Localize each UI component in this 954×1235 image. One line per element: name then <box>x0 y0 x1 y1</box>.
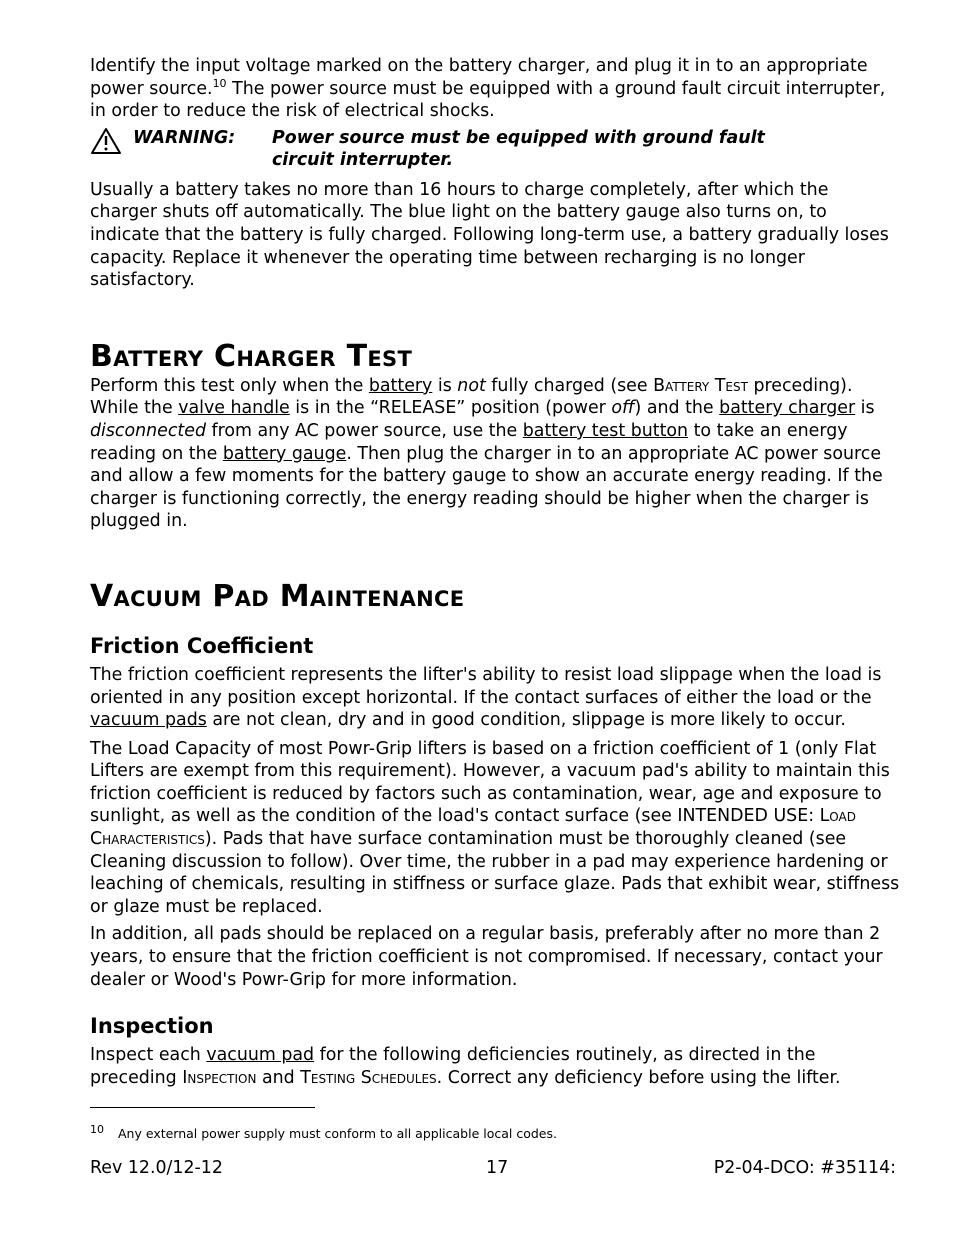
warning-box <box>90 127 900 173</box>
intro-paragraph <box>90 55 900 123</box>
warning-icon <box>90 127 122 155</box>
inspection-xref: Inspection <box>182 1067 257 1088</box>
vacuum-pads-link[interactable]: vacuum pads <box>90 710 207 731</box>
intro-text: Identify the input voltage marked on the battery charger, and plug it in to an appropriate power source. <box>90 56 868 99</box>
load-characteristics-xref: Load Characteristics <box>90 806 856 850</box>
valve-handle-link[interactable]: valve handle <box>178 398 290 419</box>
warning-text: Power source must be equipped with ground fault circuit interrupter. <box>272 127 765 171</box>
inspection-paragraph: Inspect each vacuum pad for the following deficiencies routinely, as directed in the preceding Inspection and Testing Schedules. Correct any deficiency before using the lifter. <box>90 1045 841 1088</box>
footnote-number: 10 <box>90 1123 104 1136</box>
friction-paragraph-1: The friction coefficient represents the lifter's ability to resist load slippage when the load is oriented in any position except horizontal. If the contact surfaces of either the load or the vacuum pads are not clean, dry and in good condition, slippage is more likely to occur. <box>90 664 882 731</box>
section-title-battery-charger-test: Battery Charger Test <box>90 338 413 374</box>
battery-link[interactable]: battery <box>368 375 433 396</box>
friction-paragraph-2: The Load Capacity of most Powr-Grip lifters is based on a friction coefficient of 1 (only Flat Lifters are exempt from this requirement). However, a vacuum pad's ability to maintain this friction coefficient is reduced by factors such as contamination, wear, age and exposure to sunlight, as well as the condition of the load's contact surface (see INTENDED USE: Load Characteristics). Pads that have surface contamination must be thoroughly cleaned (see Cleaning discussion to follow). Over time, the rubber in a pad may experience hardening or leaching of chemicals, resulting in stiffness or surface glaze. Pads that exhibit wear, stiffness or glaze must be replaced. <box>90 738 900 917</box>
warning-label: WARNING: <box>133 127 236 148</box>
footer-page-number: 17 <box>486 1158 509 1178</box>
page-content <box>90 55 900 1089</box>
subsection-title-inspection: Inspection <box>90 1014 214 1039</box>
section-title-vacuum-pad-maintenance: Vacuum Pad Maintenance <box>90 578 465 614</box>
footnote-ref[interactable]: 10 <box>212 76 227 90</box>
footnote-text: Any external power supply must conform to all applicable local codes. <box>118 1126 557 1141</box>
battery-test-xref: Battery Test <box>653 375 748 396</box>
footnote-divider <box>90 1107 315 1108</box>
footnote <box>90 1122 557 1142</box>
footer-document-id: P2-04-DCO: #35114: <box>713 1158 896 1178</box>
battery-test-button-link[interactable]: battery test button <box>522 420 689 441</box>
intro-text-cont: The power source must be equipped with a ground fault circuit interrupter, in order to reduce the risk of electrical shocks. <box>90 78 886 122</box>
vacuum-pad-link[interactable]: vacuum pad <box>206 1045 315 1066</box>
charge-paragraph: Usually a battery takes no more than 16 hours to charge completely, after which the charger shuts off automatically. The blue light on the battery gauge also turns on, to indicate that the battery is fully charged. Following long-term use, a battery gradually loses capacity. Replace it whenever the operating time between recharging is no longer satisfactory. <box>90 179 889 291</box>
testing-schedules-xref: Testing Schedules <box>300 1067 437 1088</box>
charger-test-paragraph: Perform this test only when the battery is not fully charged (see Battery Test preceding). While the valve handle is in the “RELEASE” position (power off) and the battery charger is disconnected from any AC power source, use the battery test button to take an energy reading on the battery gauge. Then plug the charger in to an appropriate AC power source and allow a few moments for the battery gauge to show an accurate energy reading. If the charger is functioning correctly, the energy reading should be higher when the charger is plugged in. <box>90 375 883 532</box>
friction-paragraph-3: In addition, all pads should be replaced on a regular basis, preferably after no more than 2 years, to ensure that the friction coefficient is not compromised. If necessary, contact your dealer or Wood's Powr-Grip for more information. <box>90 924 883 990</box>
battery-charger-link[interactable]: battery charger <box>719 398 856 419</box>
subsection-title-friction: Friction Coefficient <box>90 633 314 658</box>
footer-revision: Rev 12.0/12-12 <box>90 1158 223 1178</box>
battery-gauge-link[interactable]: battery gauge <box>222 443 347 464</box>
